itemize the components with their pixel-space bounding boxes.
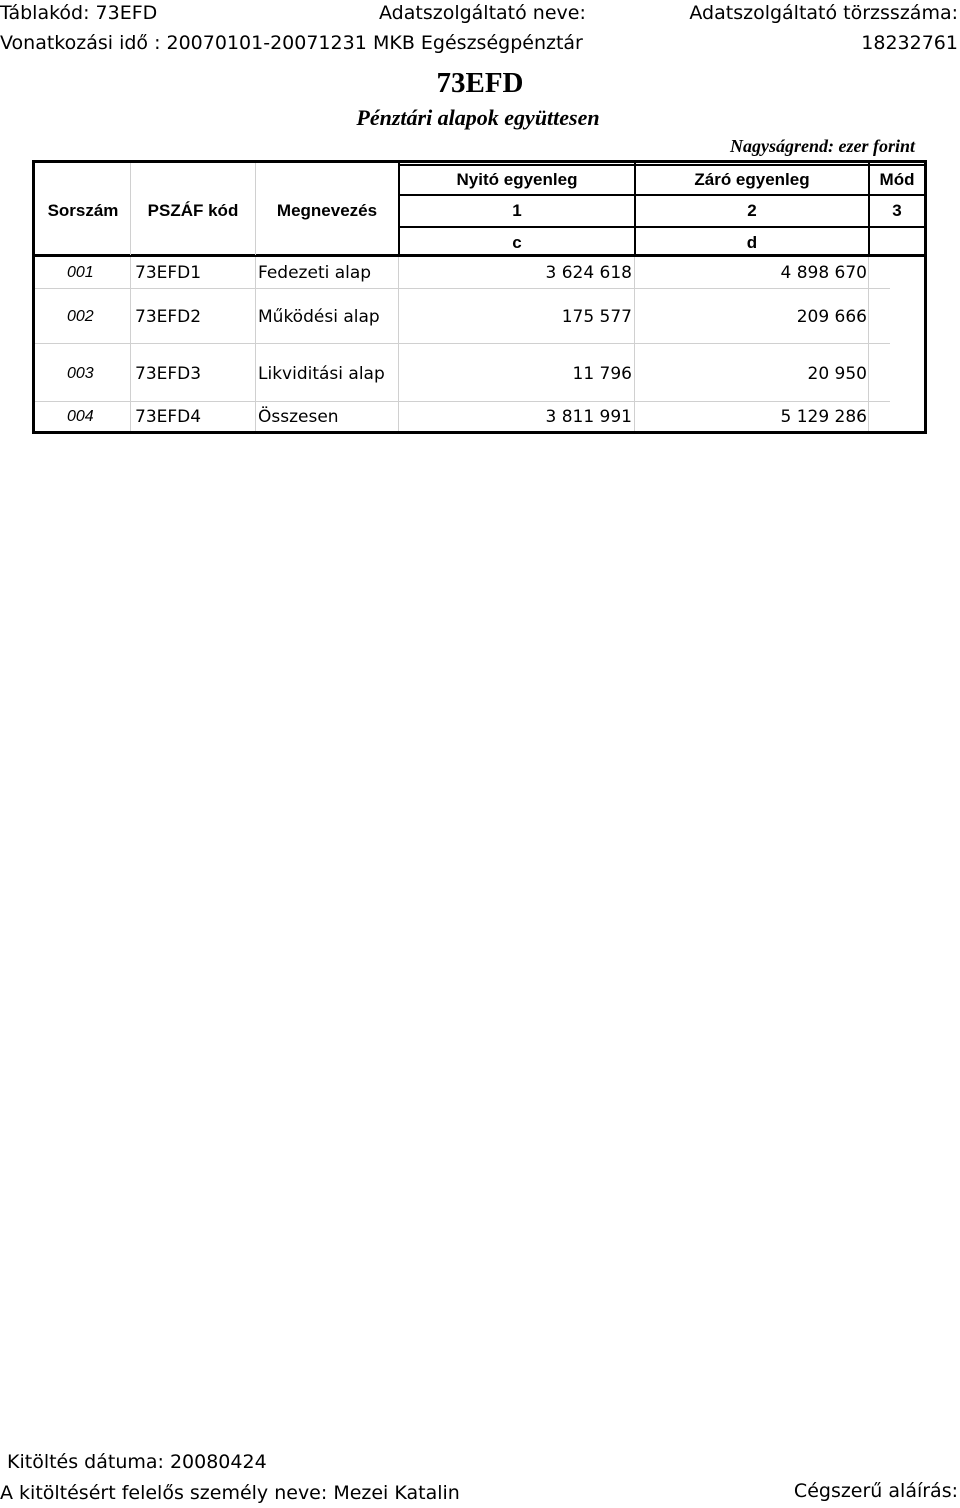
header-col-c: c (512, 233, 522, 252)
row-1-name: Fedezeti alap (258, 263, 372, 283)
row-3-name: Likviditási alap (258, 364, 385, 384)
row-4-code: 73EFD4 (135, 407, 202, 427)
row-4-name: Összesen (258, 407, 339, 427)
row-2-close: 209 666 (796, 307, 867, 327)
row-1-close: 4 898 670 (780, 263, 867, 283)
row-2-sorszam: 002 (67, 308, 94, 325)
grid-line (398, 257, 399, 431)
header-open-balance: Nyitó egyenleg (456, 170, 578, 189)
provider-name: MKB Egészségpénztár (373, 32, 583, 54)
reference-period: Vonatkozási idő : 20070101-20071231 (0, 32, 367, 54)
header-col-1: 1 (512, 201, 522, 220)
row-4-open: 3 811 991 (545, 407, 632, 427)
grid-line (35, 343, 890, 344)
header-col-d: d (746, 233, 758, 252)
header-col-3: 3 (892, 201, 902, 220)
table-code: Táblakód: 73EFD (0, 2, 158, 24)
row-3-code: 73EFD3 (135, 364, 202, 384)
grid-line (35, 254, 924, 257)
grid-line (398, 164, 924, 166)
row-3-sorszam: 003 (67, 365, 94, 382)
header-col-2: 2 (747, 201, 757, 220)
grid-line (398, 194, 924, 196)
page-subtitle: Pénztári alapok együttesen (356, 105, 600, 130)
row-1-code: 73EFD1 (135, 263, 202, 283)
grid-line (255, 257, 256, 431)
grid-line (35, 401, 890, 402)
row-2-open: 175 577 (561, 307, 632, 327)
provider-reg-number: 18232761 (861, 32, 958, 54)
header-megnevezes: Megnevezés (276, 201, 378, 220)
unit-label: Nagyságrend: ezer forint (730, 136, 915, 156)
signature-label: Cégszerű aláírás: (793, 1480, 958, 1502)
provider-name-label: Adatszolgáltató neve: (379, 2, 586, 24)
row-2-code: 73EFD2 (135, 307, 202, 327)
header-pszaf: PSZÁF kód (147, 201, 239, 220)
header-close-balance: Záró egyenleg (694, 170, 810, 189)
grid-line (130, 257, 131, 431)
row-1-sorszam: 001 (67, 264, 94, 281)
row-4-sorszam: 004 (67, 408, 94, 425)
grid-line (398, 226, 924, 228)
header-mod: Mód (879, 170, 915, 189)
row-3-open: 11 796 (572, 364, 632, 384)
row-1-open: 3 624 618 (545, 263, 632, 283)
grid-line (35, 288, 890, 289)
fill-date: Kitöltés dátuma: 20080424 (7, 1451, 267, 1473)
provider-reg-label: Adatszolgáltató törzsszáma: (689, 2, 958, 24)
responsible-person: A kitöltésért felelős személy neve: Mezei Katalin (0, 1482, 460, 1504)
grid-line (634, 257, 635, 431)
row-4-close: 5 129 286 (780, 407, 867, 427)
grid-line (868, 257, 869, 431)
page-title: 73EFD (436, 67, 524, 99)
row-2-name: Működési alap (258, 307, 380, 327)
header-sorszam: Sorszám (47, 201, 119, 220)
row-3-close: 20 950 (807, 364, 867, 384)
